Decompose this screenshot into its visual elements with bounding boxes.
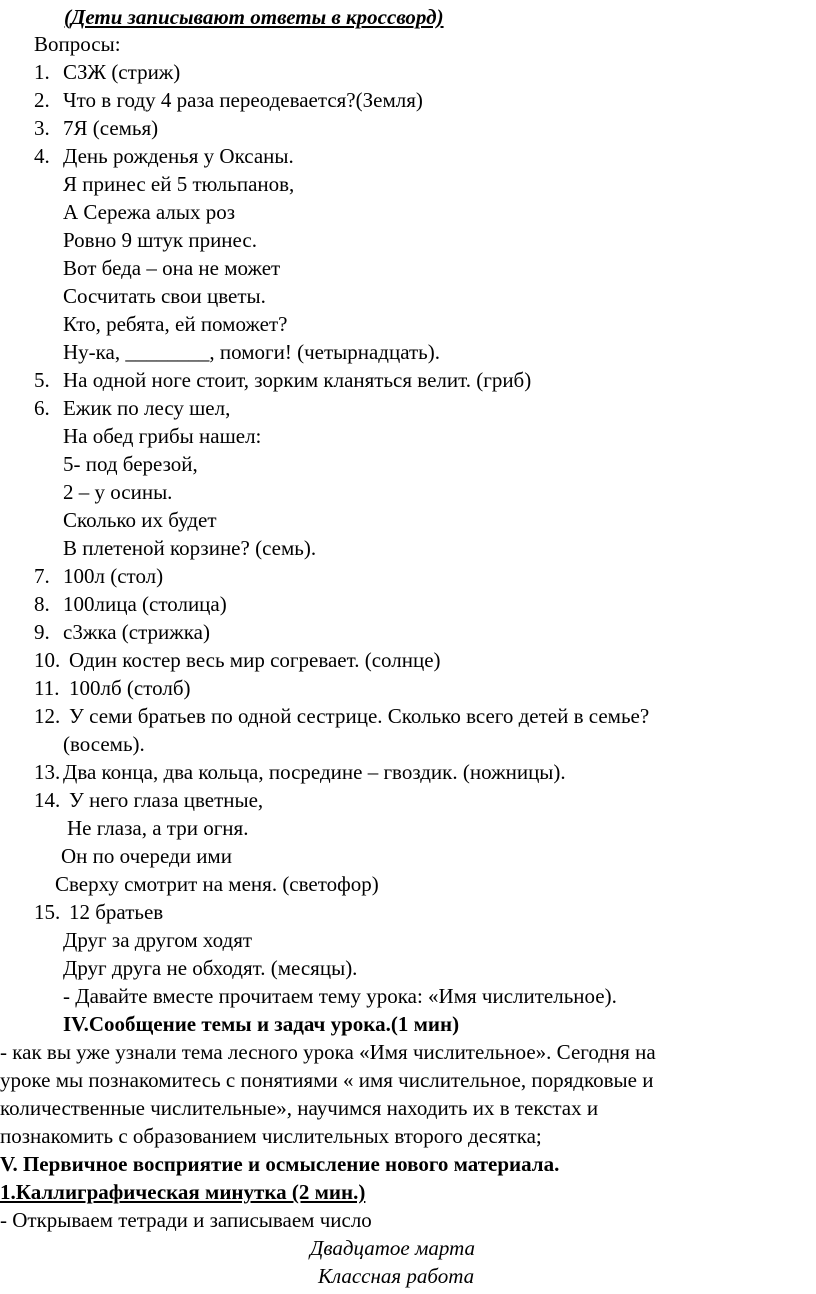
section-title: IV.Сообщение темы и задач урока.(1 мин) <box>63 1012 460 1036</box>
poem-line: Он по очереди ими <box>61 844 232 868</box>
subsection-title: 1.Каллиграфическая минутка (2 мин.) <box>0 1180 366 1204</box>
poem-line: На обед грибы нашел: <box>63 424 262 448</box>
list-item: Один костер весь мир согревает. (солнце) <box>69 648 441 672</box>
list-number: 3. <box>34 116 50 140</box>
instruction-text: - Открываем тетради и записываем число <box>0 1208 372 1232</box>
poem-line: 5- под березой, <box>63 452 198 476</box>
list-item: 100лб (столб) <box>69 676 191 700</box>
poem-line: Ну-ка, ________, помоги! (четырнадцать). <box>63 340 441 364</box>
list-number: 10. <box>34 648 61 672</box>
list-number: 15. <box>34 900 61 924</box>
list-item: На одной ноге стоит, зорким кланяться велит. (гриб) <box>63 368 532 392</box>
list-item: 12 братьев <box>69 900 164 924</box>
poem-line: Сверху смотрит на меня. (светофор) <box>55 872 379 896</box>
list-number: 5. <box>34 368 50 392</box>
list-item: 7Я (семья) <box>63 116 159 140</box>
poem-line: В плетеной корзине? (семь). <box>63 536 317 560</box>
poem-line: Ровно 9 штук принес. <box>63 228 257 252</box>
questions-label: Вопросы: <box>34 32 121 56</box>
list-item: 100лица (столица) <box>63 592 227 616</box>
paragraph-line: - как вы уже узнали тема лесного урока «Имя числительное». Сегодня на <box>0 1040 656 1064</box>
list-item: У семи братьев по одной сестрице. Сколько всего детей в семье? <box>69 704 650 728</box>
list-number: 11. <box>34 676 60 700</box>
poem-line: Сосчитать свои цветы. <box>63 284 266 308</box>
poem-line: Друг за другом ходят <box>63 928 253 952</box>
poem-line: Вот беда – она не может <box>63 256 281 280</box>
list-item: Что в году 4 раза переодевается?(Земля) <box>63 88 423 112</box>
list-number: 8. <box>34 592 50 616</box>
list-number: 6. <box>34 396 50 420</box>
poem-line: Сколько их будет <box>63 508 217 532</box>
paragraph-line: уроке мы познакомитесь с понятиями « имя числительное, порядковые и <box>0 1068 654 1092</box>
list-number: 14. <box>34 788 61 812</box>
poem-line: Друг друга не обходят. (месяцы). <box>63 956 358 980</box>
heading: (Дети записывают ответы в кроссворд) <box>64 5 444 29</box>
list-item: 100л (стол) <box>63 564 164 588</box>
section-title: V. Первичное восприятие и осмысление нового материала. <box>0 1152 560 1176</box>
list-number: 2. <box>34 88 50 112</box>
list-item: У него глаза цветные, <box>69 788 264 812</box>
notebook-date: Двадцатое марта <box>310 1236 475 1260</box>
list-number: 9. <box>34 620 50 644</box>
list-item-continuation: (восемь). <box>63 732 145 756</box>
poem-line: Я принес ей 5 тюльпанов, <box>63 172 295 196</box>
list-number: 12. <box>34 704 61 728</box>
list-item: Ежик по лесу шел, <box>63 396 231 420</box>
paragraph-line: познакомить с образованием числительных второго десятка; <box>0 1124 542 1148</box>
teacher-line: - Давайте вместе прочитаем тему урока: «Имя числительное). <box>63 984 617 1008</box>
list-number: 1. <box>34 60 50 84</box>
list-number: 4. <box>34 144 50 168</box>
notebook-work-title: Классная работа <box>318 1264 475 1288</box>
list-number: 13. <box>34 760 61 784</box>
poem-line: Не глаза, а три огня. <box>67 816 249 840</box>
list-item: СЗЖ (стриж) <box>63 60 181 84</box>
poem-line: Кто, ребята, ей поможет? <box>63 312 288 336</box>
paragraph-line: количественные числительные», научимся находить их в текстах и <box>0 1096 599 1120</box>
poem-line: 2 – у осины. <box>63 480 173 504</box>
list-item: День рожденья у Оксаны. <box>63 144 294 168</box>
list-item: с3жка (стрижка) <box>63 620 210 644</box>
poem-line: А Сережа алых роз <box>63 200 236 224</box>
list-item: Два конца, два кольца, посредине – гвоздик. (ножницы). <box>63 760 566 784</box>
list-number: 7. <box>34 564 50 588</box>
